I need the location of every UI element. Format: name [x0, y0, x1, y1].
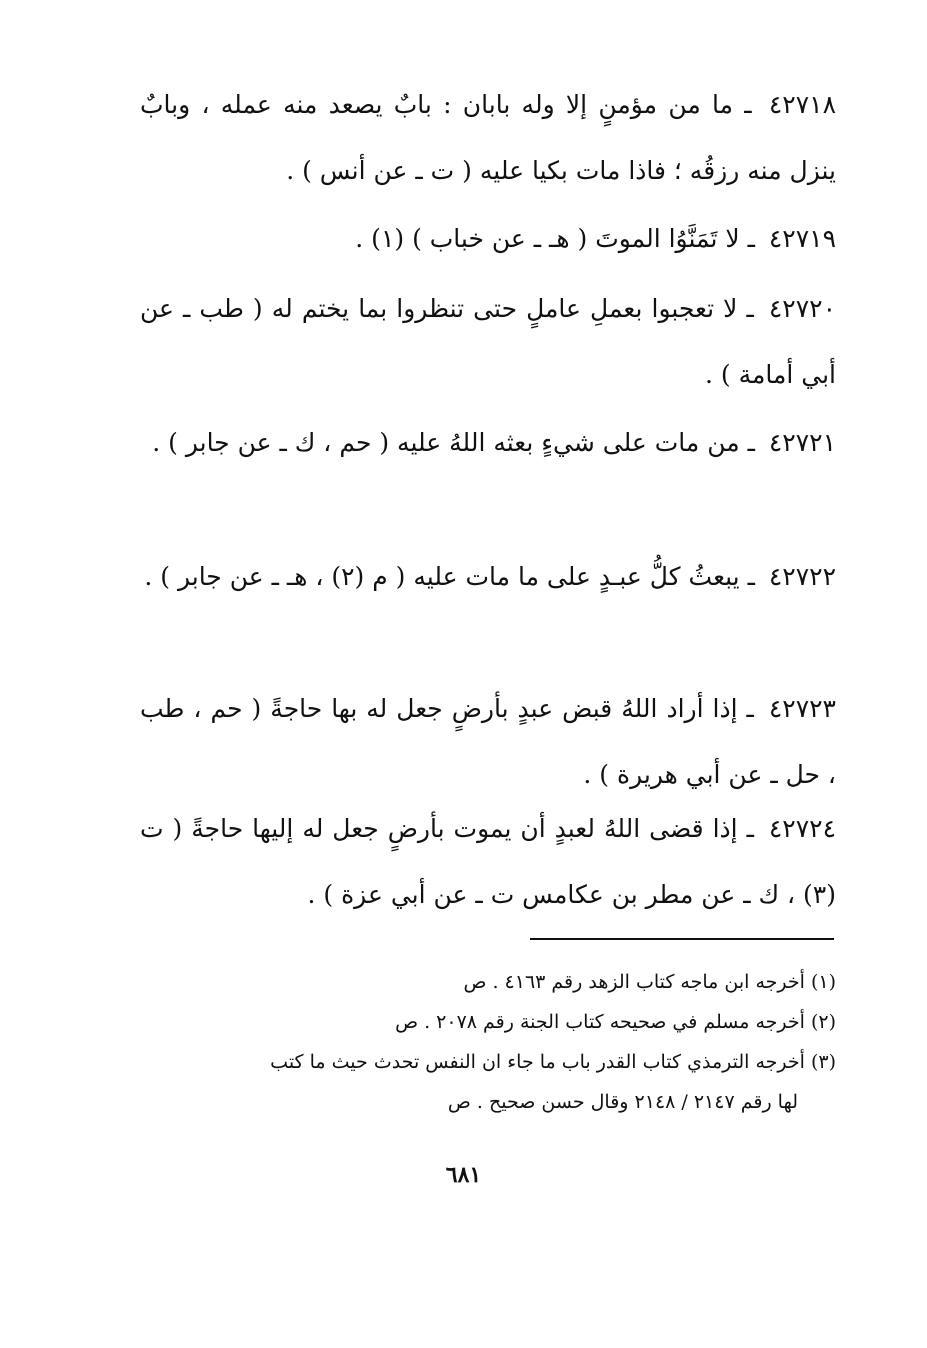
hadith-number: ٤٢٧٢٤ [768, 814, 836, 843]
hadith-42718 [140, 72, 836, 204]
hadith-42723 [140, 676, 836, 808]
hadith-number: ٤٢٧٢٠ [768, 294, 836, 323]
hadith-42721 [140, 410, 836, 476]
hadith-number: ٤٢٧١٩ [768, 224, 836, 253]
hadith-number: ٤٢٧٢١ [768, 428, 836, 457]
footnote-marker: (٢) [810, 1011, 836, 1033]
hadith-text: ـ يبعثُ كلُّ عبـدٍ على ما مات عليه ( م (٢) ، هـ ـ عن جابر ) . [144, 562, 755, 591]
hadith-text: ـ إذا قضى اللهُ لعبدٍ أن يموت بأرضٍ جعل له إليها حاجةً ( ت (٣) ، ك ـ عن مطر بن عكامس ت ـ عن أبي عزة ) . [140, 814, 836, 909]
footnote-continuation: لها رقم ٢١٤٧ / ٢١٤٨ وقال حسن صحيح . ص [447, 1091, 798, 1113]
hadith-text: ـ لا تعجبوا بعملِ عاملٍ حتى تنظروا بما يختم له ( طب ـ عن أبي أمامة ) . [140, 294, 836, 389]
hadith-text: ـ لا تَمَنَّوُا الموتَ ( هـ ـ عن خباب ) (١) . [355, 224, 755, 253]
hadith-number: ٤٢٧١٨ [768, 90, 837, 119]
footnote-text: أخرجه ابن ماجه كتاب الزهد رقم ٤١٦٣ . ص [463, 971, 805, 993]
footnote-marker: (٣) [810, 1051, 836, 1073]
hadith-number: ٤٢٧٢٢ [768, 562, 836, 591]
footnote-1 [140, 962, 836, 1002]
footnote-marker: (١) [810, 971, 836, 993]
footnotes [140, 962, 836, 1122]
footnote-divider [530, 938, 834, 940]
footnote-text: أخرجه مسلم في صحيحه كتاب الجنة رقم ٢٠٧٨ . ص [395, 1011, 805, 1033]
footnote-3 [140, 1042, 836, 1122]
hadith-42722 [140, 544, 836, 610]
hadith-text: ـ ما من مؤمنٍ إلا وله بابان : بابٌ يصعد منه عمله ، وبابٌ ينزل منه رزقُه ؛ فاذا مات بكيا عليه ( ت ـ عن أنس ) . [140, 90, 836, 185]
hadith-42720 [140, 276, 836, 408]
hadith-42724 [140, 796, 836, 928]
page-number: ٦٨١ [445, 1162, 482, 1188]
footnote-2 [140, 1002, 836, 1042]
footnote-text: أخرجه الترمذي كتاب القدر باب ما جاء ان النفس تحدث حيث ما كتب [270, 1051, 805, 1073]
hadith-text: ـ إذا أراد اللهُ قبض عبدٍ بأرضٍ جعل له بها حاجةً ( حم ، طب ، حل ـ عن أبي هريرة ) . [140, 694, 836, 789]
hadith-number: ٤٢٧٢٣ [768, 694, 836, 723]
hadith-text: ـ من مات على شيءٍ بعثه اللهُ عليه ( حم ، ك ـ عن جابر ) . [152, 428, 755, 457]
hadith-42719 [140, 206, 836, 272]
